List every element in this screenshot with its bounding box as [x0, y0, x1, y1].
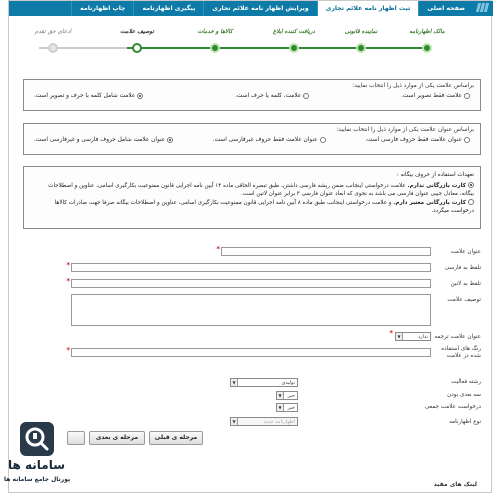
mark-type-option-image[interactable]: علامت فقط تصویر است.	[401, 93, 470, 99]
nav-tab-home[interactable]: صفحه اصلی	[418, 1, 473, 16]
radio-icon[interactable]	[320, 137, 326, 143]
mark-type-panel	[23, 79, 481, 111]
radio-selected-icon[interactable]	[167, 137, 173, 143]
pledge-option-no-card[interactable]: کارت بازرگانی ندارم. علامت درخواستی اینجانب ضمن ریشه فارسی داشتن، طبق تبصره الحاقی ماده ۱۴ آیین نامه اجرایی قانون ممنوعیت بکارگیری اسامی، عناوین و اصطلاحات	[30, 182, 474, 191]
useful-links-heading: لینک های مفید	[433, 481, 477, 488]
farsi-pronunciation-input[interactable]	[71, 263, 431, 272]
collective-mark-label: درخواست علامت جمعی	[424, 404, 481, 410]
three-dimensional-label: سه بعدی بودن	[447, 392, 481, 398]
mark-details-form	[23, 241, 481, 441]
required-marker: *	[66, 346, 70, 354]
description-label: توصیف علامت	[447, 297, 481, 303]
chevron-down-icon: ▼	[277, 392, 284, 399]
radio-selected-icon[interactable]	[137, 93, 143, 99]
pledge-option-has-card-cont: درخواست میگردد.	[431, 208, 474, 215]
step-label-owner[interactable]: مالک اظهارنامه	[409, 29, 445, 35]
logo-subtitle: پورتال جامع سامانه ها	[4, 476, 71, 483]
mark-type-option-both[interactable]: علامت شامل کلمه یا حرف و تصویر است.	[34, 93, 143, 99]
nav-tab-track[interactable]: پیگیری اظهارنامه	[133, 1, 203, 16]
step-label-notice[interactable]: دریافت کننده ابلاغ	[272, 29, 316, 35]
title-language-option-mixed[interactable]: عنوان علامت شامل حروف فارسی و غیرفارسی است.	[34, 137, 173, 143]
chevron-down-icon: ▼	[231, 418, 238, 425]
step-dot-owner[interactable]	[422, 43, 432, 53]
application-type-label: نوع اظهارنامه	[449, 419, 481, 425]
step-dot-agent[interactable]	[356, 43, 366, 53]
activity-label: رشته فعالیت	[451, 379, 481, 385]
step-dot-description[interactable]	[132, 43, 142, 53]
title-language-panel	[23, 123, 481, 155]
radio-icon[interactable]	[468, 199, 474, 205]
next-step-button[interactable]: مرحله ی بعدی	[89, 431, 145, 445]
chevron-down-icon: ▼	[277, 404, 284, 411]
latin-pronunciation-label: تلفظ به لاتین	[450, 281, 481, 287]
radio-icon[interactable]	[464, 137, 470, 143]
radio-icon[interactable]	[464, 93, 470, 99]
description-textarea[interactable]	[71, 294, 431, 326]
radio-icon[interactable]	[303, 93, 309, 99]
step-dot-goods[interactable]	[210, 43, 220, 53]
top-nav	[9, 1, 493, 16]
step-label-agent[interactable]: نماینده قانونی	[344, 29, 378, 35]
prev-step-button[interactable]: مرحله ی قبلی	[149, 431, 203, 445]
required-marker: *	[389, 329, 393, 337]
title-language-option-foreign[interactable]: عنوان علامت فقط حروف غیرفارسی است.	[213, 137, 326, 143]
pledge-option-no-card-cont: بیگانه، معادل جیبی عنوان فارسی می باشد به نحوی که ابعاد عنوان فارسی ۳ برابر عنوان لاتین است.	[241, 191, 474, 198]
mark-type-title: براساس علامت یکی از موارد ذیل را انتخاب نمایید:	[352, 83, 474, 89]
foreign-letters-pledge-panel	[23, 166, 481, 229]
required-marker: *	[216, 245, 220, 253]
nav-tab-edit[interactable]: ویرایش اظهار نامه علائم تجاری	[203, 1, 316, 16]
translation-select[interactable]: ندارد ▼	[395, 332, 431, 341]
chevron-down-icon: ▼	[231, 379, 238, 386]
three-dimensional-select[interactable]: خیر ▼	[276, 391, 298, 400]
mark-type-option-word[interactable]: علامت، کلمه یا حرف است.	[235, 93, 309, 99]
step-label-priority[interactable]: ادعای حق تقدم	[34, 29, 72, 35]
colors-label: رنگ های استفاده شده در علامت	[441, 346, 481, 359]
mark-title-input[interactable]	[221, 247, 431, 256]
required-marker: *	[66, 277, 70, 285]
latin-pronunciation-input[interactable]	[71, 279, 431, 288]
step-dot-notice[interactable]	[289, 43, 299, 53]
pledge-option-has-card[interactable]: کارت بازرگانی معتبر دارم. و علامت درخواستی اینجانب طبق ماده ۸ آیین نامه اجرایی قانون ممنوعیت بکارگیری اسامی، عناوین و اصطلاحات بیگانه صرفا جهت صادرات کالاها	[30, 199, 474, 208]
pledge-title: تعهدات استفاده از حروف بیگانه :	[396, 172, 474, 178]
title-language-title: براساس عنوان علامت یکی از موارد ذیل را انتخاب نمایید:	[336, 127, 474, 133]
mark-title-label: عنوان علامت	[450, 249, 481, 255]
farsi-pronunciation-label: تلفظ به فارسی	[444, 265, 481, 271]
samaneha-logo	[2, 420, 94, 492]
activity-select[interactable]: تولیدی ▼	[230, 378, 298, 387]
collective-mark-select[interactable]: خیر ▼	[276, 403, 298, 412]
brand-logo-icon	[477, 3, 489, 14]
translation-label: عنوان علامت ترجمه	[434, 334, 481, 340]
chevron-down-icon: ▼	[396, 333, 403, 340]
step-label-goods[interactable]: کالاها و خدمات	[197, 29, 233, 35]
colors-input[interactable]	[71, 348, 431, 357]
wizard-steps	[9, 19, 493, 61]
step-progress-line	[127, 47, 427, 49]
title-language-option-farsi[interactable]: عنوان علامت فقط حروف فارسی است.	[365, 137, 470, 143]
application-type-select[interactable]: اظهارنامه جدید ▼	[230, 417, 298, 426]
nav-tab-register[interactable]: ثبت اظهار نامه علائم تجاری	[317, 1, 419, 16]
step-dot-priority[interactable]	[48, 43, 58, 53]
logo-name: سامانه ها	[8, 458, 66, 472]
step-label-description[interactable]: توصیف علامت	[120, 29, 154, 35]
nav-tab-print[interactable]: چاپ اظهارنامه	[71, 1, 133, 16]
radio-selected-icon[interactable]	[468, 182, 474, 188]
required-marker: *	[66, 261, 70, 269]
